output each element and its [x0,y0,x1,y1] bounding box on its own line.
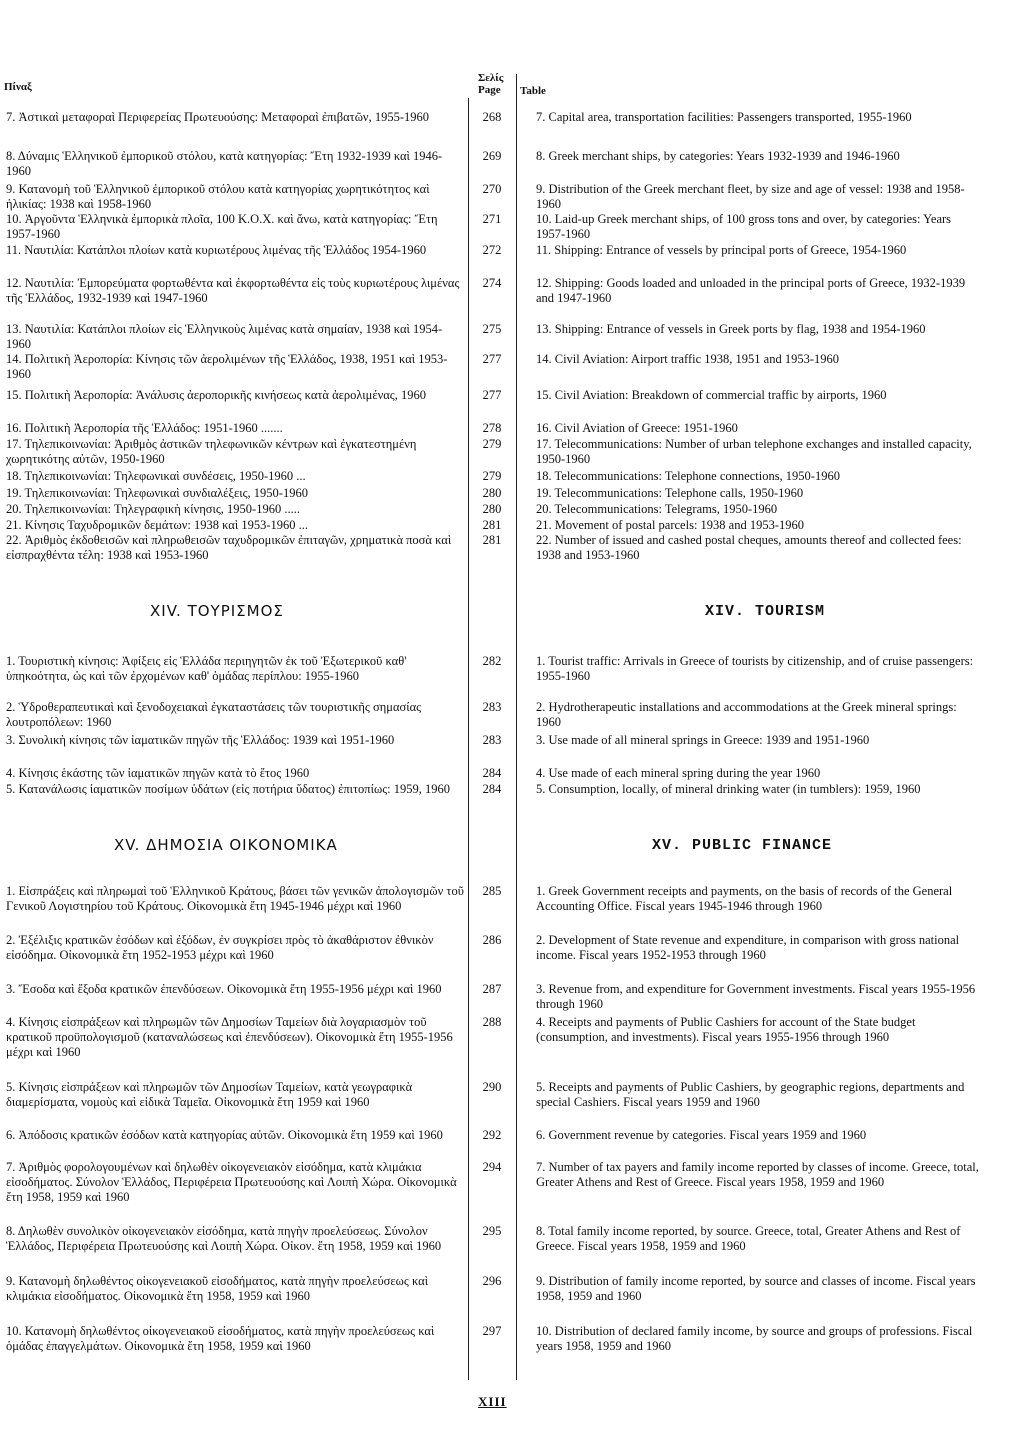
toc-page-number: 279 [482,437,502,451]
toc-page-number: 294 [482,1160,502,1174]
toc-entry-gr: 9. Κατανομὴ τοῦ Ἑλληνικοῦ ἐμπορικοῦ στόλου κατὰ κατηγορίας χωρητικότητος καὶ ἡλικίας: 1938 καὶ 1958-1960 [6,182,430,211]
toc-page-number: 290 [482,1080,502,1094]
toc-page-number: 288 [482,1015,502,1029]
column-divider-left [468,98,469,1380]
toc-entry-en: 14. Civil Aviation: Airport traffic 1938, 1951 and 1953-1960 [536,352,839,366]
toc-page-number: 292 [482,1128,502,1142]
toc-entry-gr: 19. Τηλεπικοινωνίαι: Τηλεφωνικαὶ συνδιαλέξεις, 1950-1960 [6,486,308,500]
toc-page-number: 268 [482,110,502,124]
toc-page-number: 269 [482,149,502,163]
toc-entry-gr: 10. Κατανομὴ δηλωθέντος οἰκογενειακοῦ εἰσοδήματος, κατὰ πηγὴν προελεύσεως καὶ ὁμάδας ἐπαγγελμάτων. Οἰκονομικὰ ἔτη 1958, 1959 καὶ 1960 [6,1324,435,1353]
toc-entry-en: 8. Greek merchant ships, by categories: Years 1932-1939 and 1946-1960 [536,149,900,163]
toc-entry-en: 5. Receipts and payments of Public Cashiers, by geographic regions, departments and special Cashiers. Fiscal years 1959 and 1960 [536,1080,965,1109]
toc-page-number: 282 [482,654,502,668]
toc-entry-en: 3. Use made of all mineral springs in Greece: 1939 and 1951-1960 [536,733,870,747]
toc-entry-en: 6. Government revenue by categories. Fiscal years 1959 and 1960 [536,1128,867,1142]
toc-entry-gr: 2. Ἐξέλιξις κρατικῶν ἐσόδων καὶ ἐξόδων, ἐν συγκρίσει πρὸς τὸ ἀκαθάριστον ἐθνικὸν εἰσόδημα. Οἰκονομικὰ ἔτη 1952-1953 μέχρι καὶ 1960 [6,933,434,962]
toc-entry-gr: 9. Κατανομὴ δηλωθέντος οἰκογενειακοῦ εἰσοδήματος, κατὰ πηγὴν προελεύσεως καὶ κλιμάκια εἰσοδήματος. Οἰκονομικὰ ἔτη 1958, 1959 καὶ 1960 [6,1274,429,1303]
toc-entry-gr: 5. Κίνησις εἰσπράξεων καὶ πληρωμῶν τῶν Δημοσίων Ταμείων, κατὰ γεωγραφικὰ διαμερίσματα, νομοὺς καὶ εἰδικὰ Ταμεῖα. Οἰκονομικὰ ἔτη 1959 καὶ 1960 [6,1080,413,1109]
toc-entry-en: 12. Shipping: Goods loaded and unloaded in the principal ports of Greece, 1932-1939 and 1947-1960 [536,276,966,305]
toc-entry-gr: 15. Πολιτικὴ Ἀεροπορία: Ἀνάλυσις ἀεροπορικῆς κινήσεως κατὰ ἀερολιμένας, 1960 [6,388,426,402]
footer-page-number: XIII [478,1394,507,1409]
section-title-finance-gr: XV. ΔΗΜΟΣΙΑ ΟΙΚΟΝΟΜΙΚΑ [114,836,338,854]
toc-page-number: 283 [482,733,502,747]
toc-page-number: 285 [482,884,502,898]
section-title-finance-en: XV. PUBLIC FINANCE [652,837,833,854]
toc-entry-gr: 16. Πολιτικὴ Ἀεροπορία τῆς Ἑλλάδος: 1951-1960 ....... [6,421,283,435]
toc-entry-gr: 22. Ἀριθμὸς ἐκδοθεισῶν καὶ πληρωθεισῶν ταχυδρομικῶν ἐπιταγῶν, χρηματικὰ ποσὰ καὶ εἰσπραχθέντα τέλη: 1938 καὶ 1953-1960 [6,533,452,562]
toc-entry-en: 17. Telecommunications: Number of urban telephone exchanges and installed capacity, 1950-1960 [536,437,972,466]
toc-page-number: 284 [482,782,502,796]
toc-entry-en: 9. Distribution of family income reported, by source and classes of income. Fiscal years 1958, 1959 and 1960 [536,1274,976,1303]
toc-entry-en: 2. Hydrotherapeutic installations and accommodations at the Greek mineral springs: 1960 [536,700,957,729]
toc-entry-en: 1. Greek Government receipts and payments, on the basis of records of the General Accounting Office. Fiscal years 1945-1946 through 1960 [536,884,953,913]
toc-entry-gr: 8. Δύναμις Ἑλληνικοῦ ἐμπορικοῦ στόλου, κατὰ κατηγορίας: Ἔτη 1932-1939 καὶ 1946-1960 [6,149,443,178]
toc-entry-gr: 5. Κατανάλωσις ἰαματικῶν ποσίμων ὑδάτων (εἰς ποτήρια ὕδατος) ἐπιτοπίως: 1959, 1960 [6,782,451,796]
toc-entry-gr: 21. Κίνησις Ταχυδρομικῶν δεμάτων: 1938 καὶ 1953-1960 ... [6,518,308,532]
toc-page-number: 274 [482,276,502,290]
toc-page-number: 281 [482,533,502,547]
toc-entry-en: 10. Distribution of declared family income, by source and groups of professions. Fiscal years 1958, 1959 and 1960 [536,1324,973,1353]
toc-page-number: 284 [482,766,502,780]
toc-page-number: 279 [482,469,502,483]
toc-entry-gr: 20. Τηλεπικοινωνίαι: Τηλεγραφικὴ κίνησις, 1950-1960 ..... [6,502,300,516]
toc-entry-en: 4. Receipts and payments of Public Cashiers for account of the State budget (consumption, and investments). Fiscal years 1955-1956 through 1960 [536,1015,916,1044]
toc-entry-gr: 7. Ἀστικαὶ μεταφοραὶ Περιφερείας Πρωτευούσης: Μεταφοραὶ ἐπιβατῶν, 1955-1960 [6,110,429,124]
page-label-en: Page [478,84,501,96]
toc-entry-gr: 4. Κίνησις εἰσπράξεων καὶ πληρωμῶν τῶν Δημοσίων Ταμείων διὰ λογαριασμὸν τοῦ κρατικοῦ προϋπολογισμοῦ (καταναλώσεως καὶ ἐπενδύσεων). Οἰκονομικὰ ἔτη 1955-1956 μέχρι καὶ 1960 [6,1015,453,1059]
toc-entry-gr: 14. Πολιτικὴ Ἀεροπορία: Κίνησις τῶν ἀερολιμένων τῆς Ἑλλάδος, 1938, 1951 καὶ 1953-1960 [6,352,448,381]
toc-entry-gr: 10. Ἀργοῦντα Ἑλληνικὰ ἐμπορικὰ πλοῖα, 100 Κ.Ο.Χ. καὶ ἄνω, κατὰ κατηγορίας: Ἔτη 1957-1960 [6,212,438,241]
toc-entry-en: 5. Consumption, locally, of mineral drinking water (in tumblers): 1959, 1960 [536,782,921,796]
toc-entry-gr: 3. Συνολικὴ κίνησις τῶν ἰαματικῶν πηγῶν τῆς Ἑλλάδος: 1939 καὶ 1951-1960 [6,733,395,747]
toc-entry-en: 10. Laid-up Greek merchant ships, of 100 gross tons and over, by categories: Years 1957-1960 [536,212,952,241]
column-divider-right [516,74,517,1380]
toc-entry-en: 19. Telecommunications: Telephone calls, 1950-1960 [536,486,804,500]
toc-page-number: 281 [482,518,502,532]
toc-page-number: 296 [482,1274,502,1288]
toc-page-number: 270 [482,182,502,196]
toc-entry-gr: 4. Κίνησις ἑκάστης τῶν ἰαματικῶν πηγῶν κατὰ τὸ ἔτος 1960 [6,766,310,780]
toc-entry-gr: 1. Τουριστικὴ κίνησις: Ἀφίξεις εἰς Ἑλλάδα περιηγητῶν ἐκ τοῦ Ἐξωτερικοῦ καθ' ὑπηκοότητα, ὡς καὶ τῶν ἐρχομένων καθ' ὁμάδας περίπλου: 1955-1960 [6,654,407,683]
toc-entry-en: 15. Civil Aviation: Breakdown of commercial traffic by airports, 1960 [536,388,887,402]
toc-entry-gr: 18. Τηλεπικοινωνίαι: Τηλεφωνικαὶ συνδέσεις, 1950-1960 ... [6,469,306,483]
toc-entry-gr: 8. Δηλωθὲν συνολικὸν οἰκογενειακὸν εἰσόδημα, κατὰ πηγὴν προελεύσεως. Σύνολον Ἑλλάδος, Περιφέρεια Πρωτευούσης καὶ Λοιπὴ Χώρα. Οἰκον. ἔτη 1958, 1959 καὶ 1960 [6,1224,442,1253]
toc-page-number: 287 [482,982,502,996]
toc-entry-gr: 17. Τηλεπικοινωνίαι: Ἀριθμὸς ἀστικῶν τηλεφωνικῶν κέντρων καὶ ἐγκατεστημένη χωρητικότης αὐτῶν, 1950-1960 [6,437,417,466]
toc-entry-gr: 7. Ἀριθμὸς φορολογουμένων καὶ δηλωθὲν οἰκογενειακὸν εἰσόδημα, κατὰ κλιμάκια εἰσοδήματος. Σύνολον Ἑλλάδος, Περιφέρεια Πρωτευούσης καὶ Λοιπὴ Χώρα. Οἰκονομικὰ ἔτη 1958, 1959 καὶ 1960 [6,1160,457,1204]
toc-entry-gr: 11. Ναυτιλία: Κατάπλοι πλοίων κατὰ κυριωτέρους λιμένας τῆς Ἑλλάδος 1954-1960 [6,243,427,257]
toc-entry-en: 7. Capital area, transportation facilities: Passengers transported, 1955-1960 [536,110,912,124]
toc-entry-gr: 6. Ἀπόδοσις κρατικῶν ἐσόδων κατὰ κατηγορίας αὐτῶν. Οἰκονομικὰ ἔτη 1959 καὶ 1960 [6,1128,443,1142]
toc-page-number: 272 [482,243,502,257]
toc-entry-gr: 1. Εἰσπράξεις καὶ πληρωμαὶ τοῦ Ἑλληνικοῦ Κράτους, βάσει τῶν γενικῶν ἀπολογισμῶν τοῦ Γενικοῦ Λογιστηρίου τοῦ Κράτους. Οἰκονομικὰ ἔτη 1945-1946 μέχρι καὶ 1960 [6,884,464,913]
toc-page-number: 271 [482,212,502,226]
toc-entry-en: 13. Shipping: Entrance of vessels in Greek ports by flag, 1938 and 1954-1960 [536,322,926,336]
toc-page-number: 295 [482,1224,502,1238]
toc-entry-en: 16. Civil Aviation of Greece: 1951-1960 [536,421,738,435]
toc-entry-en: 2. Development of State revenue and expenditure, in comparison with gross national income. Fiscal years 1952-1953 through 1960 [536,933,960,962]
toc-entry-gr: 12. Ναυτιλία: Ἐμπορεύματα φορτωθέντα καὶ ἐκφορτωθέντα εἰς τοὺς κυριωτέρους λιμένας τῆς Ἑλλάδος, 1932-1939 καὶ 1947-1960 [6,276,460,305]
toc-entry-en: 8. Total family income reported, by source. Greece, total, Greater Athens and Rest of Greece. Fiscal years 1958, 1959 and 1960 [536,1224,961,1253]
toc-page-number: 297 [482,1324,502,1338]
toc-entry-en: 18. Telecommunications: Telephone connections, 1950-1960 [536,469,840,483]
toc-page-number: 286 [482,933,502,947]
toc-entry-en: 21. Movement of postal parcels: 1938 and 1953-1960 [536,518,805,532]
toc-entry-en: 7. Number of tax payers and family income reported by classes of income. Greece, total, Greater Athens and Rest of Greece. Fiscal years 1958, 1959 and 1960 [536,1160,979,1189]
toc-page-number: 275 [482,322,502,336]
section-title-tourism-en: XIV. TOURISM [705,603,826,620]
toc-entry-en: 3. Revenue from, and expenditure for Government investments. Fiscal years 1955-1956 through 1960 [536,982,976,1011]
toc-page-number: 277 [482,352,502,366]
toc-entry-en: 22. Number of issued and cashed postal cheques, amounts thereof and collected fees: 1938 and 1953-1960 [536,533,962,562]
toc-page-number: 280 [482,486,502,500]
page-label-gr: Σελίς [478,72,504,84]
section-title-tourism-gr: XIV. ΤΟΥΡΙΣΜΟΣ [150,602,284,620]
toc-entry-gr: 2. Ὑδροθεραπευτικαὶ καὶ ξενοδοχειακαὶ ἐγκαταστάσεις τῶν τουριστικῆς σημασίας λουτροπόλεων: 1960 [6,700,422,729]
toc-entry-en: 1. Tourist traffic: Arrivals in Greece of tourists by citizenship, and of cruise passengers: 1955-1960 [536,654,974,683]
column-header-page [478,72,503,96]
toc-entry-gr: 3. Ἔσοδα καὶ ἔξοδα κρατικῶν ἐπενδύσεων. Οἰκονομικὰ ἔτη 1955-1956 μέχρι καὶ 1960 [6,982,442,996]
toc-entry-en: 4. Use made of each mineral spring during the year 1960 [536,766,821,780]
toc-entry-en: 11. Shipping: Entrance of vessels by principal ports of Greece, 1954-1960 [536,243,907,257]
column-header-table-en: Table [520,85,546,97]
toc-entry-en: 9. Distribution of the Greek merchant fleet, by size and age of vessel: 1938 and 1958-1960 [536,182,965,211]
toc-page-number: 280 [482,502,502,516]
toc-entry-en: 20. Telecommunications: Telegrams, 1950-1960 [536,502,778,516]
toc-page-number: 283 [482,700,502,714]
toc-entry-gr: 13. Ναυτιλία: Κατάπλοι πλοίων εἰς Ἑλληνικοὺς λιμένας κατὰ σημαίαν, 1938 καὶ 1954-1960 [6,322,443,351]
toc-page-number: 278 [482,421,502,435]
column-header-table-gr: Πίναξ [4,81,32,93]
toc-page-number: 277 [482,388,502,402]
